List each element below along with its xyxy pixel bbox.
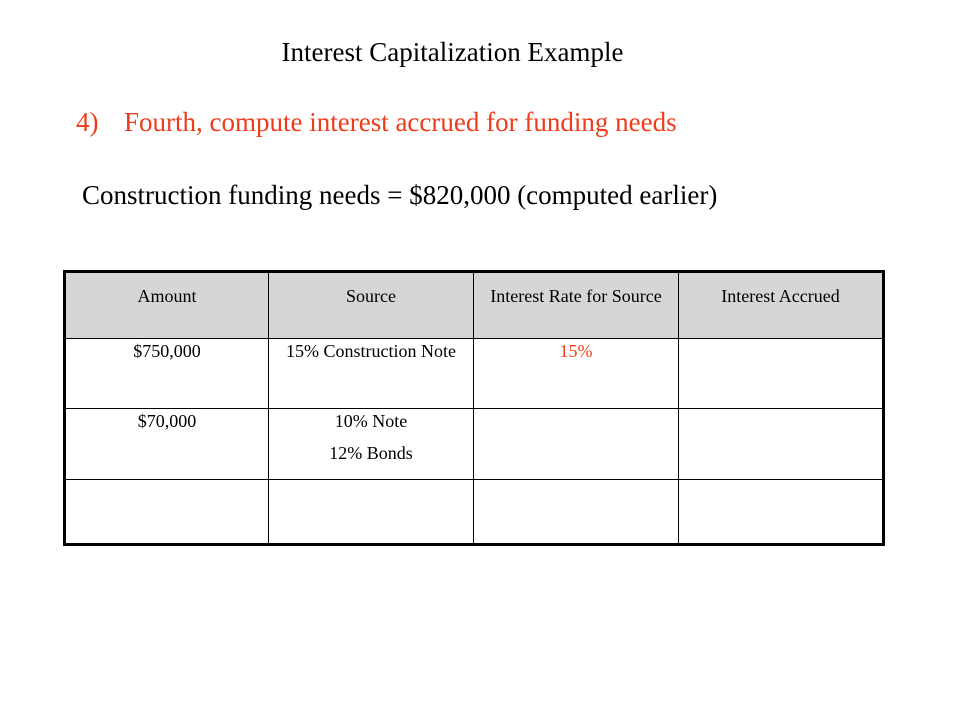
- cell-amount: [65, 480, 269, 545]
- cell-source: 15% Construction Note: [269, 339, 474, 409]
- interest-table: [63, 270, 885, 546]
- funding-needs-line: Construction funding needs = $820,000 (computed earlier): [82, 180, 718, 210]
- table-row: [65, 409, 884, 480]
- cell-amount: $70,000: [65, 409, 269, 480]
- header-source: Source: [269, 272, 474, 339]
- header-interest-accrued: Interest Accrued: [679, 272, 884, 339]
- cell-rate: [474, 480, 679, 545]
- step-number: 4): [76, 107, 99, 137]
- header-interest-rate: Interest Rate for Source: [474, 272, 679, 339]
- slide-title: Interest Capitalization Example: [281, 37, 624, 67]
- table-row: [65, 480, 884, 545]
- step-heading: [76, 104, 677, 140]
- table-header-row: [65, 272, 884, 339]
- cell-rate: [474, 409, 679, 480]
- table-row: [65, 339, 884, 409]
- source-line: 12% Bonds: [329, 443, 413, 463]
- cell-source: [269, 480, 474, 545]
- header-amount: Amount: [65, 272, 269, 339]
- source-line: 10% Note: [334, 411, 408, 431]
- cell-source: [269, 409, 474, 480]
- cell-accrued: [679, 409, 884, 480]
- step-text: Fourth, compute interest accrued for funding needs: [124, 107, 677, 137]
- cell-accrued: [679, 480, 884, 545]
- cell-accrued: [679, 339, 884, 409]
- cell-amount: $750,000: [65, 339, 269, 409]
- cell-rate: 15%: [474, 339, 679, 409]
